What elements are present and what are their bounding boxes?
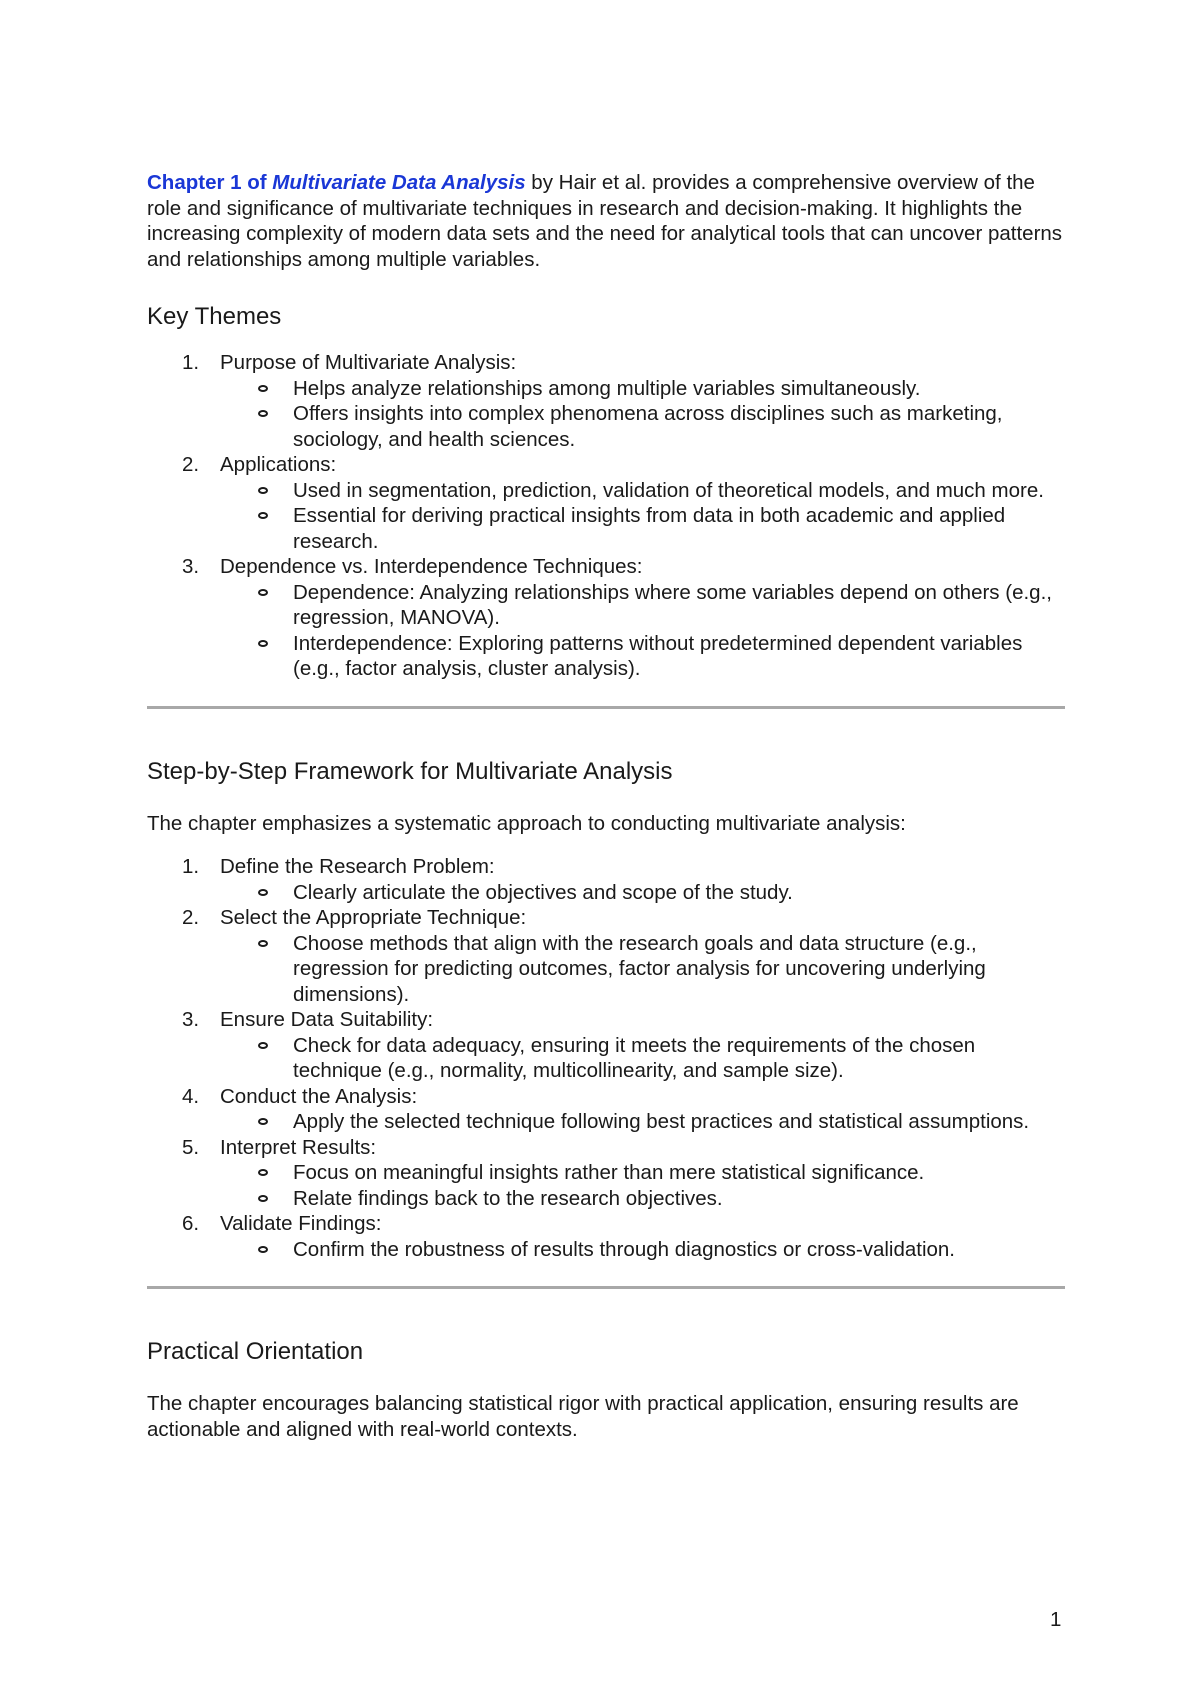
hollow-bullet-icon	[258, 385, 268, 392]
list-item	[147, 1084, 1067, 1135]
section-divider	[147, 1286, 1065, 1289]
list-item-label: Validate Findings:	[220, 1212, 382, 1235]
list-item	[147, 554, 1067, 682]
sub-list-item-text: Helps analyze relationships among multiple variables simultaneously.	[293, 376, 921, 400]
list-number: 3.	[182, 555, 200, 578]
sub-list	[220, 880, 1067, 906]
intro-rest: by Hair et al. provides a comprehensive overview of the role and significance of multivariate techniques in research and decision-making. It highlights the increasing complexity of modern data sets and the need for analytical tools that can uncover patterns and relationships among multiple variables.	[147, 171, 1063, 271]
list-number: 1.	[182, 351, 200, 374]
intro-lead-prefix: Chapter 1 of	[147, 171, 273, 194]
sub-list-item	[220, 931, 1067, 1008]
list-item-label: Applications:	[220, 453, 337, 476]
hollow-bullet-icon	[258, 1118, 268, 1125]
sub-list	[220, 1237, 1067, 1263]
sub-list-item	[220, 376, 1067, 402]
list-number: 3.	[182, 1008, 200, 1031]
sub-list-item-text: Interdependence: Exploring patterns without predetermined dependent variables (e.g., factor analysis, cluster analysis).	[293, 631, 1023, 680]
list-item-label: Conduct the Analysis:	[220, 1084, 418, 1108]
framework-list	[147, 854, 1067, 1262]
sub-list-item-text: Used in segmentation, prediction, validation of theoretical models, and much more.	[293, 478, 1044, 502]
sub-list-item	[220, 401, 1067, 452]
key-themes-heading: Key Themes	[147, 303, 282, 330]
sub-list-item-text: Confirm the robustness of results through diagnostics or cross-validation.	[293, 1237, 956, 1261]
intro-paragraph	[147, 170, 1067, 272]
intro-lead	[147, 171, 526, 194]
sub-list-item-text: Clearly articulate the objectives and scope of the study.	[293, 880, 793, 904]
sub-list-item-text: Offers insights into complex phenomena across disciplines such as marketing, sociology, and health sciences.	[293, 402, 1003, 451]
list-item	[147, 350, 1067, 452]
hollow-bullet-icon	[258, 640, 268, 647]
framework-intro: The chapter emphasizes a systematic approach to conducting multivariate analysis:	[147, 811, 906, 835]
list-item	[147, 854, 1067, 905]
sub-list-item	[220, 880, 1067, 906]
list-item-label: Interpret Results:	[220, 1135, 377, 1159]
sub-list	[220, 1033, 1067, 1084]
list-item-label: Ensure Data Suitability:	[220, 1008, 434, 1031]
list-number: 2.	[182, 906, 200, 929]
sub-list-item	[220, 1033, 1067, 1084]
list-item	[147, 1135, 1067, 1212]
list-number: 2.	[182, 453, 200, 476]
sub-list	[220, 1109, 1067, 1135]
hollow-bullet-icon	[258, 1042, 268, 1049]
sub-list-item	[220, 503, 1067, 554]
list-item	[147, 1211, 1067, 1262]
hollow-bullet-icon	[258, 1246, 268, 1253]
practical-body: The chapter encourages balancing statistical rigor with practical application, ensuring results are actionable and aligned with real-world contexts.	[147, 1392, 1019, 1441]
section-divider	[147, 706, 1065, 709]
sub-list-item	[220, 580, 1067, 631]
hollow-bullet-icon	[258, 889, 268, 896]
sub-list	[220, 376, 1067, 453]
list-number: 5.	[182, 1135, 200, 1159]
list-item	[147, 1007, 1067, 1084]
practical-heading: Practical Orientation	[147, 1338, 364, 1365]
sub-list-item-text: Choose methods that align with the research goals and data structure (e.g., regression for predicting outcomes, factor analysis for uncovering underlying dimensions).	[293, 931, 986, 1006]
list-number: 4.	[182, 1084, 200, 1108]
sub-list-item-text: Focus on meaningful insights rather than mere statistical significance.	[293, 1161, 925, 1184]
sub-list-item	[220, 1109, 1067, 1135]
sub-list-item-text: Relate findings back to the research objectives.	[293, 1186, 723, 1210]
sub-list	[220, 478, 1067, 555]
key-themes-list	[147, 350, 1067, 682]
sub-list-item-text: Essential for deriving practical insights from data in both academic and applied research.	[293, 504, 1006, 553]
list-item-label: Purpose of Multivariate Analysis:	[220, 351, 517, 374]
hollow-bullet-icon	[258, 940, 268, 947]
list-item-label: Select the Appropriate Technique:	[220, 906, 527, 929]
hollow-bullet-icon	[258, 512, 268, 519]
list-item	[147, 905, 1067, 1007]
list-item	[147, 452, 1067, 554]
document-page	[147, 170, 1067, 1442]
book-title: Multivariate Data Analysis	[272, 171, 526, 194]
sub-list-item	[220, 1160, 1067, 1186]
sub-list-item	[220, 478, 1067, 504]
framework-heading: Step-by-Step Framework for Multivariate Analysis	[147, 757, 673, 785]
sub-list	[220, 1160, 1067, 1211]
hollow-bullet-icon	[258, 487, 268, 494]
list-number: 6.	[182, 1212, 200, 1235]
hollow-bullet-icon	[258, 410, 268, 417]
hollow-bullet-icon	[258, 1169, 268, 1176]
sub-list-item-text: Check for data adequacy, ensuring it meets the requirements of the chosen technique (e.g., normality, multicollinearity, and sample size).	[293, 1033, 976, 1082]
sub-list-item	[220, 1186, 1067, 1212]
sub-list-item	[220, 1237, 1067, 1263]
sub-list-item-text: Apply the selected technique following best practices and statistical assumptions.	[293, 1110, 1030, 1133]
sub-list	[220, 580, 1067, 682]
sub-list-item-text: Dependence: Analyzing relationships where some variables depend on others (e.g., regression, MANOVA).	[293, 580, 1052, 629]
list-item-label: Define the Research Problem:	[220, 855, 495, 878]
hollow-bullet-icon	[258, 1195, 268, 1202]
list-item-label: Dependence vs. Interdependence Techniques:	[220, 555, 643, 578]
sub-list-item	[220, 631, 1067, 682]
sub-list	[220, 931, 1067, 1008]
list-number: 1.	[182, 855, 200, 878]
hollow-bullet-icon	[258, 589, 268, 596]
page-number: 1	[1050, 1608, 1062, 1631]
